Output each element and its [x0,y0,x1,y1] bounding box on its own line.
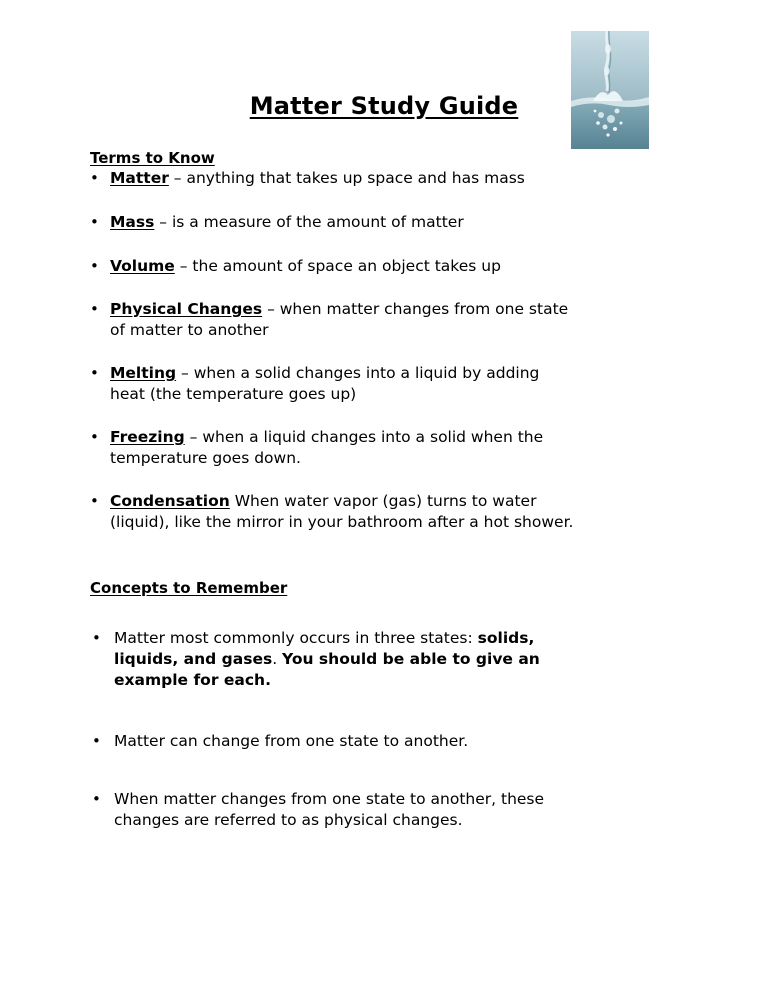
list-item [92,731,594,752]
list-item [92,789,594,831]
bullet-icon: • [90,257,99,275]
bullet-icon: • [90,169,99,187]
terms-heading: Terms to Know [90,149,215,167]
concept-text: Matter most commonly occurs in three states: [114,629,478,647]
water-splash-image [571,31,649,149]
term-label: Melting [110,364,177,382]
term-label: Matter [110,169,169,187]
term-definition: – when a solid changes into a liquid by adding heat (the temperature goes up) [110,364,540,403]
bullet-icon: • [90,428,99,446]
term-definition: – when a liquid changes into a solid when the temperature goes down. [110,428,544,467]
list-item [90,363,540,405]
list-item [92,628,594,691]
bullet-icon: • [90,364,99,382]
concept-text: Matter can change from one state to another. [114,732,469,750]
concept-bold-states: solids, liquids, and gases [114,629,535,668]
term-label: Physical Changes [110,300,263,318]
term-definition: – the amount of space an object takes up [174,257,501,275]
bullet-icon: • [92,732,101,750]
term-label: Volume [110,257,175,275]
term-definition: – anything that takes up space and has mass [168,169,525,187]
term-definition: When water vapor (gas) turns to water (liquid), like the mirror in your bathroom after a hot shower. [110,492,574,531]
concept-bold-instruction: You should be able to give an example for each. [114,650,540,689]
term-label: Condensation [110,492,230,510]
concepts-heading: Concepts to Remember [90,579,288,597]
term-definition: – when matter changes from one state of matter to another [110,300,569,339]
term-label: Freezing [110,428,185,446]
list-item [90,491,590,533]
term-label: Mass [110,213,155,231]
list-item [90,299,580,341]
list-item [90,168,590,189]
bullet-icon: • [92,629,101,647]
list-item [90,427,570,469]
bullet-icon: • [90,492,99,510]
page-title: Matter Study Guide [249,92,519,120]
bullet-icon: • [90,213,99,231]
bullet-icon: • [90,300,99,318]
list-item [90,256,590,277]
concept-text: . [272,650,283,668]
concept-text: When matter changes from one state to another, these changes are referred to as physical changes. [114,790,545,829]
term-definition: – is a measure of the amount of matter [154,213,464,231]
list-item [90,212,590,233]
bullet-icon: • [92,790,101,808]
